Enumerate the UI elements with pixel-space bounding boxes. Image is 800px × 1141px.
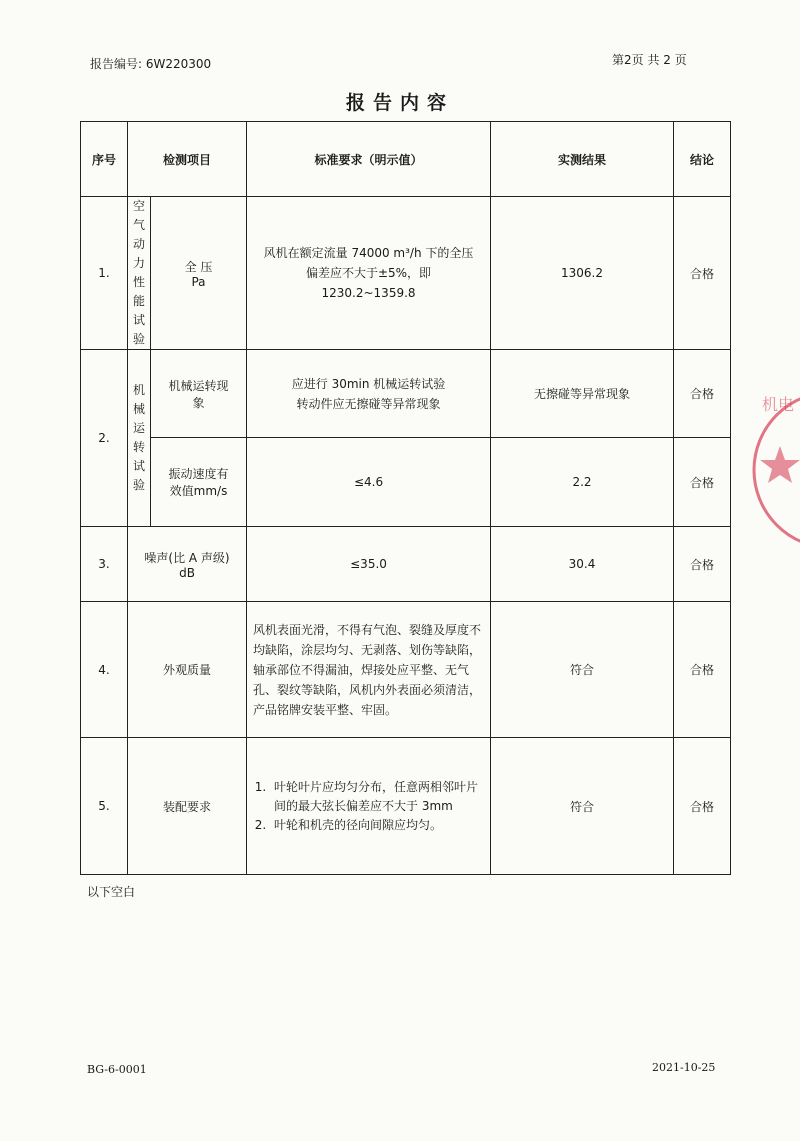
conclusion-cell: 合格 (674, 438, 731, 527)
item-cell: 机械运转现 象 (151, 350, 247, 438)
standard-cell (247, 738, 491, 875)
header-result: 实测结果 (491, 122, 674, 197)
table-row (81, 738, 731, 875)
page-info: 第2页 共 2 页 (612, 53, 687, 67)
conclusion-cell: 合格 (674, 527, 731, 602)
table-header-row (81, 122, 731, 197)
header-no: 序号 (81, 122, 128, 197)
row-number: 4. (81, 602, 128, 738)
row-number: 1. (81, 197, 128, 350)
standard-cell: 风机表面光滑，不得有气泡、裂缝及厚度不均缺陷，涂层均匀、无剥落、划伤等缺陷，轴承部位不得漏油，焊接处应平整、无气孔、裂纹等缺陷，风机内外表面必须清洁，产品铭牌安装平整、牢固。 (247, 602, 491, 738)
conclusion-cell: 合格 (674, 602, 731, 738)
conclusion-cell: 合格 (674, 738, 731, 875)
row-number: 3. (81, 527, 128, 602)
report-date: 2021-10-25 (652, 1061, 716, 1074)
conclusion-cell: 合格 (674, 197, 731, 350)
report-number: 报告编号: 6W220300 (90, 57, 212, 71)
table-row (81, 438, 731, 527)
standard-cell: ≤4.6 (247, 438, 491, 527)
item-cell: 全 压 Pa (151, 197, 247, 350)
result-cell: 30.4 (491, 527, 674, 602)
list-item: 2. 叶轮和机壳的径向间隙应均匀。 (270, 816, 487, 835)
form-code: BG-6-0001 (87, 1063, 147, 1076)
item-cell: 噪声(比 A 声级) dB (128, 527, 247, 602)
blank-note: 以下空白 (87, 885, 136, 899)
row-number: 5. (81, 738, 128, 875)
table-row (81, 197, 731, 350)
standard-cell: 风机在额定流量 74000 m³/h 下的全压 偏差应不大于±5%，即 1230.2~1359.8 (247, 197, 491, 350)
row-number: 2. (81, 350, 128, 527)
table-row (81, 350, 731, 438)
official-seal-stamp (740, 370, 800, 560)
result-cell: 符合 (491, 738, 674, 875)
result-cell: 符合 (491, 602, 674, 738)
conclusion-cell: 合格 (674, 350, 731, 438)
result-cell: 1306.2 (491, 197, 674, 350)
result-cell: 无擦碰等异常现象 (491, 350, 674, 438)
group-label-mech: 机 械 运 转 试 验 (128, 350, 151, 527)
stamp-text: 机电 (762, 395, 795, 414)
item-cell: 振动速度有 效值mm/s (151, 438, 247, 527)
list-item: 1. 叶轮叶片应均匀分布，任意两相邻叶片间的最大弦长偏差应不大于 3mm (270, 778, 487, 816)
group-label-aero: 空 气 动 力 性 能 试 验 (128, 197, 151, 350)
standard-cell: 应进行 30min 机械运转试验 转动件应无擦碰等异常现象 (247, 350, 491, 438)
item-cell: 外观质量 (128, 602, 247, 738)
report-table (80, 121, 731, 875)
assembly-requirements-list (250, 778, 487, 835)
header-conclusion: 结论 (674, 122, 731, 197)
result-cell: 2.2 (491, 438, 674, 527)
standard-cell: ≤35.0 (247, 527, 491, 602)
table-row (81, 527, 731, 602)
item-cell: 装配要求 (128, 738, 247, 875)
page-title: 报告内容 (345, 92, 454, 114)
header-standard: 标准要求（明示值） (247, 122, 491, 197)
table-row (81, 602, 731, 738)
header-item: 检测项目 (128, 122, 247, 197)
